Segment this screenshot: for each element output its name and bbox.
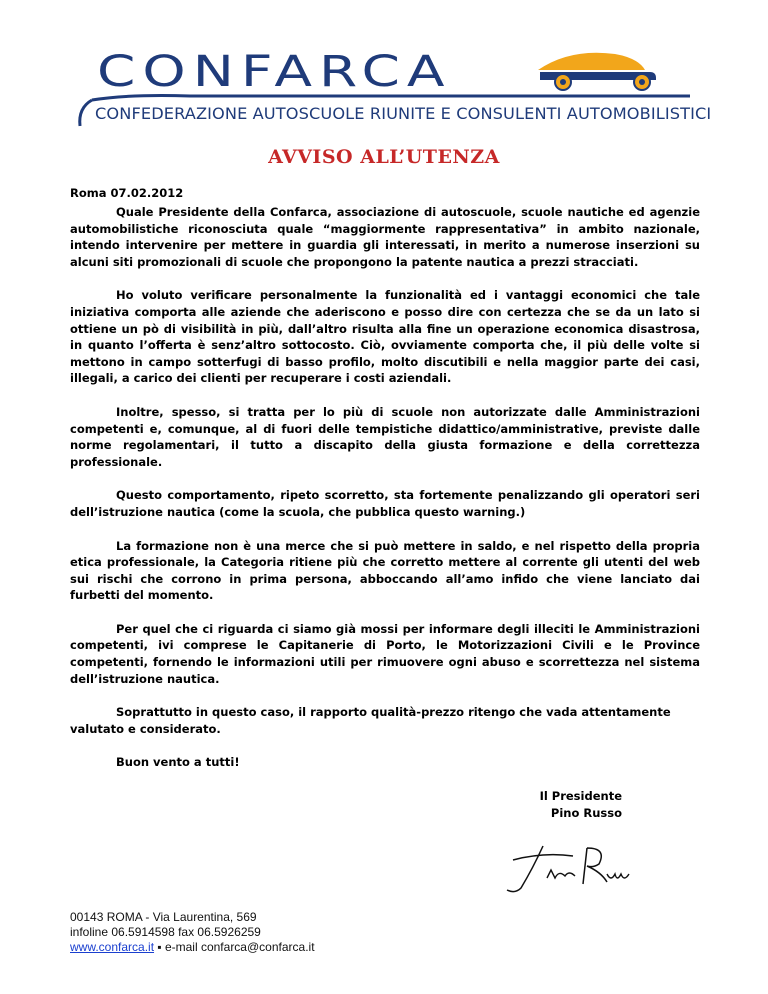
paragraph: Soprattutto in questo caso, il rapporto qualità-prezzo ritengo che vada attentamente valutato e considerato. [70,705,671,736]
footer-email: e-mail confarca@confarca.it [164,940,315,954]
footer [70,910,315,955]
confarca-logo [70,40,712,130]
website-link[interactable]: www.confarca.it [70,940,155,954]
letter-body [70,204,700,788]
closing-greeting: Buon vento a tutti! [116,755,240,770]
signer-role: Il Presidente [539,789,622,803]
paragraph: Ho voluto verificare personalmente la funzionalità ed i vantaggi economici che tale iniziativa comporta alle aziende che aderiscono e posso dire con certezza che se da un lato si ottiene un pò di visibilità in più, dall’altro risulta alla fine un operazione economica disastrosa, in quanto l’offerta è senz’altro sottocosto. Ciò, ovviamente comporta che, il più delle volte si mettono in campo sotterfugi di basso profilo, molto discutibili e nella maggior parte dei casi, illegali, a carico dei clienti per recuperare i costi aziendali. [70,288,700,386]
handwritten-signature [503,838,633,898]
paragraph: Per quel che ci riguarda ci siamo già mossi per informare degli illeciti le Amministrazioni competenti, ivi comprese le Capitanerie di Porto, le Motorizzazioni Civili e le Province competenti, fornendo le informazioni utili per rimuovere ogni abuso e scorrettezza nel sistema dell’istruzione nautica. [70,621,700,686]
signer-name: Pino Russo [550,806,622,820]
logo-tagline: CONFEDERAZIONE AUTOSCUOLE RIUNITE E CONSULENTI AUTOMOBILISTICI [95,104,712,123]
footer-address: 00143 ROMA - Via Laurentina, 569 [70,910,257,924]
letter-date: Roma 07.02.2012 [70,186,184,200]
paragraph: La formazione non è una merce che si può mettere in saldo, e nel rispetto della propria etica professionale, la Categoria ritiene più che corretto mettere al corrente gli utenti del web sui rischi che corrono in prima persona, abboccando all’amo infido che viene lanciato dai furbetti del momento. [70,538,700,603]
paragraph: Questo comportamento, ripeto scorretto, sta fortemente penalizzando gli operatori seri dell’istruzione nautica (come la scuola, che pubblica questo warning.) [70,488,700,519]
page-title: AVVISO ALL’UTENZA [268,146,500,168]
signature-block [540,788,622,822]
car-icon [538,53,656,90]
footer-contacts [70,940,315,955]
logo-wordmark: CONFARCA [97,46,452,97]
footer-phone: infoline 06.5914598 fax 06.5926259 [70,925,261,939]
paragraph: Inoltre, spesso, si tratta per lo più di scuole non autorizzate dalle Amministrazioni competenti e, comunque, al di fuori delle tempistiche didattico/amministrative, previste dalle norme regolamentari, il tutto a discapito della giusta formazione e della correttezza professionale. [70,404,700,469]
footer-separator: ▪ [154,940,165,954]
paragraph: Quale Presidente della Confarca, associazione di autoscuole, scuole nautiche ed agenzie automobilistiche riconosciuta quale “maggiormente rappresentativa” in ambito nazionale, intendo intervenire per mettere in guardia gli interessati, in merito a numerose inserzioni su alcuni siti promozionali di scuole che propongono la patente nautica a prezzi stracciati. [70,205,700,269]
